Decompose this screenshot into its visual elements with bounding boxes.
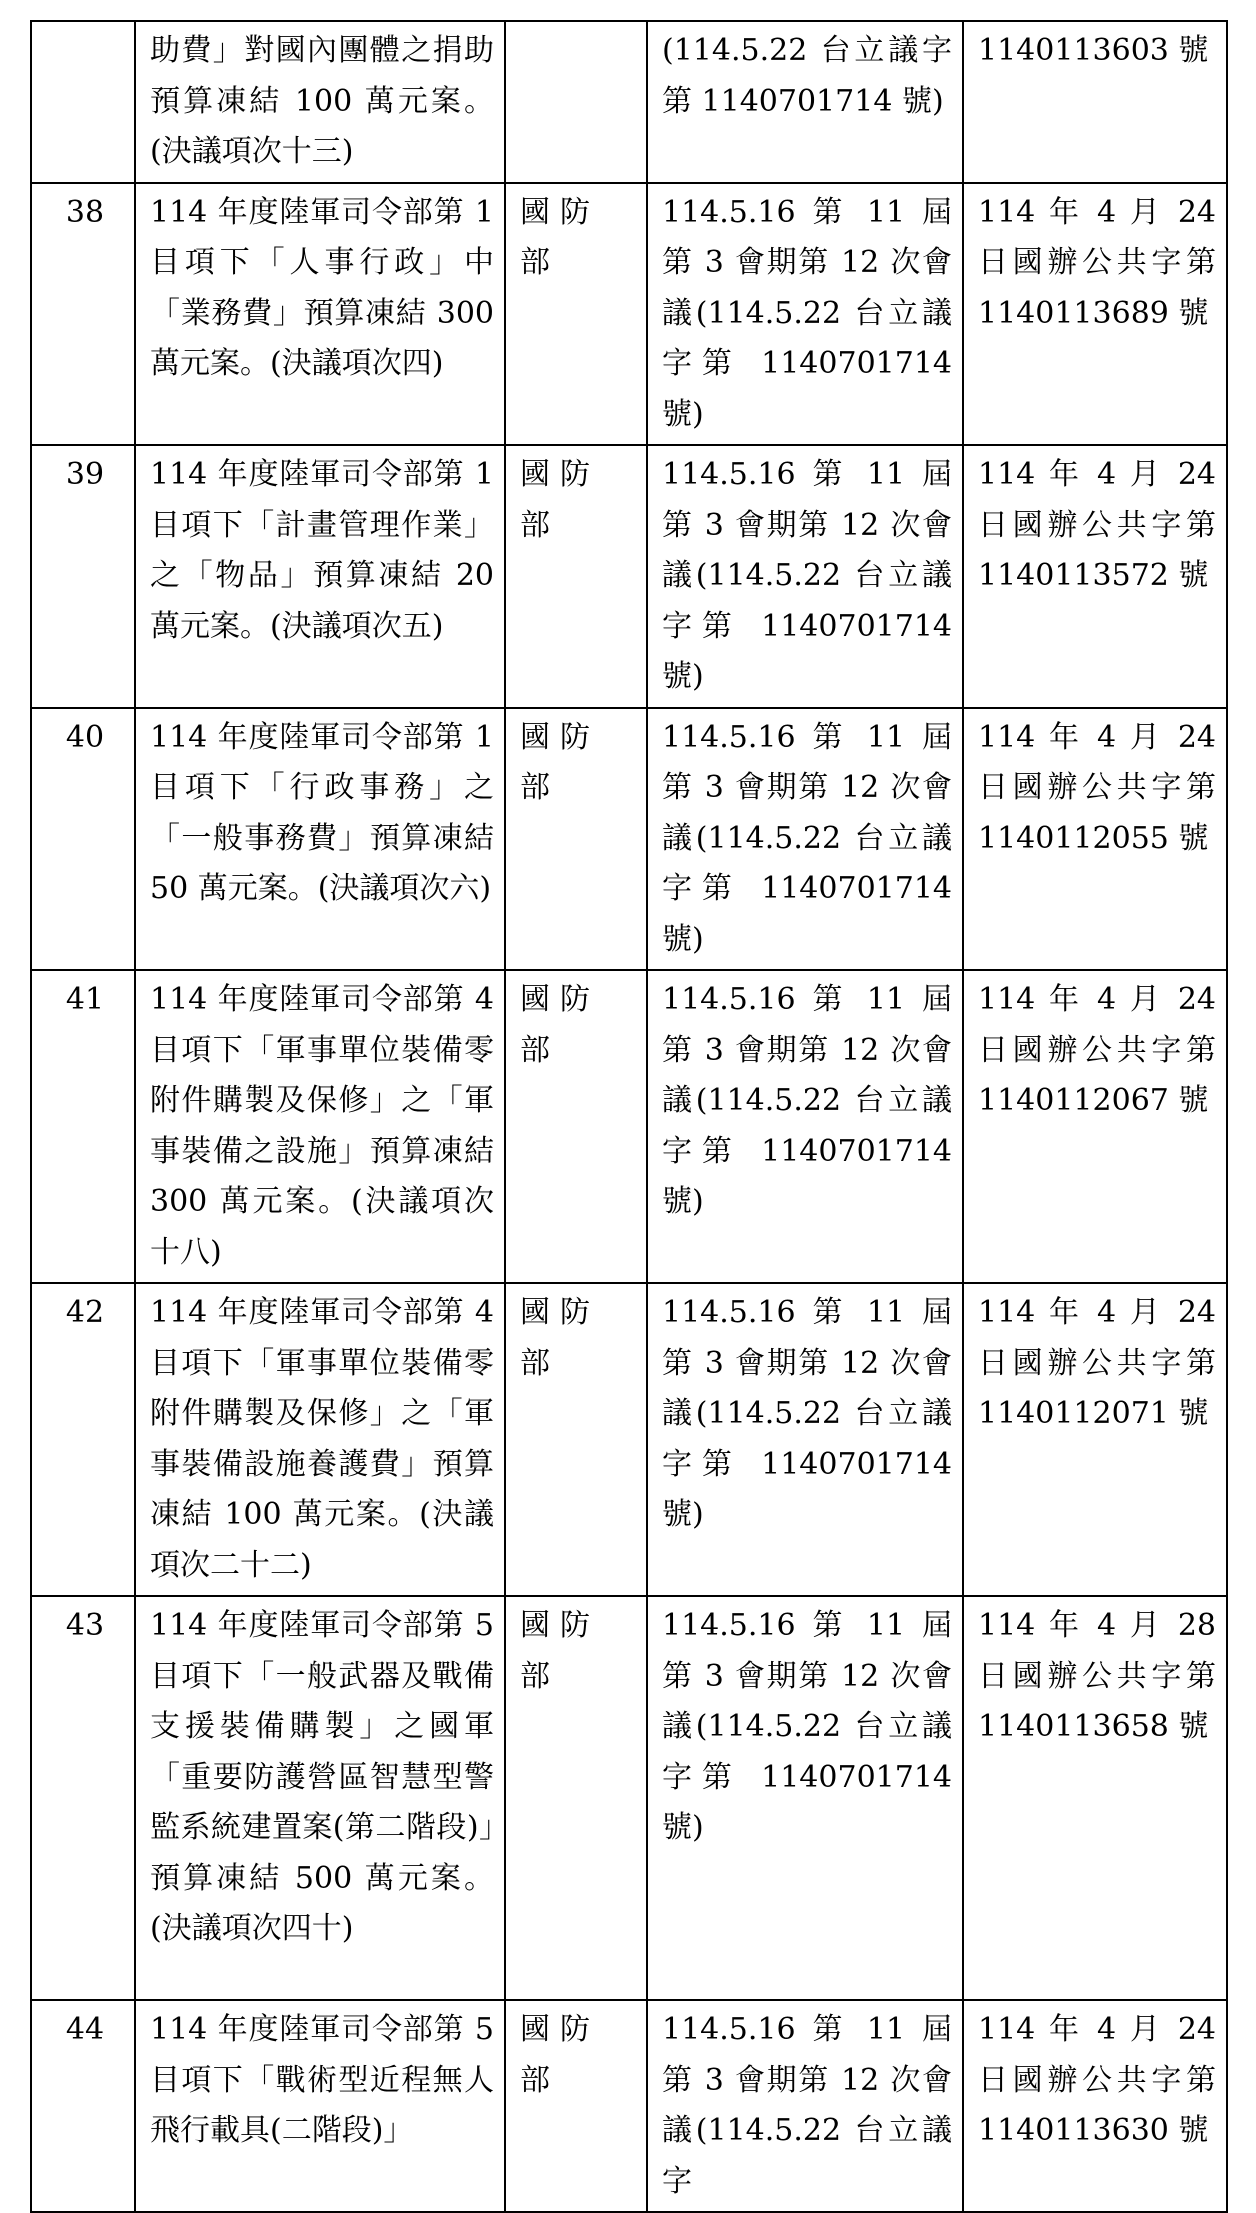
case-description: 114 年度陸軍司令部第 4 目項下「軍事單位裝備零附件購製及保修」之「軍事裝備設施養護費」預算凍結 100 萬元案。(決議項次二十二)	[135, 1283, 505, 1596]
agency: 國防部	[505, 1283, 647, 1596]
case-description: 114 年度陸軍司令部第 4 目項下「軍事單位裝備零附件購製及保修」之「軍事裝備之設施」預算凍結 300 萬元案。(決議項次十八)	[135, 970, 505, 1283]
case-description: 114 年度陸軍司令部第 5 目項下「一般武器及戰備支援裝備購製」之國軍「重要防護營區智慧型警監系統建置案(第二階段)」預算凍結 500 萬元案。(決議項次四十)	[135, 1596, 505, 2000]
case-description: 114 年度陸軍司令部第 5 目項下「戰術型近程無人飛行載具(二階段)」	[135, 2000, 505, 2212]
letter-reference: 1140113603 號	[963, 21, 1227, 183]
agency: 國防部	[505, 445, 647, 708]
letter-reference: 114 年 4 月 24 日國辦公共字第 1140112067 號	[963, 970, 1227, 1283]
meeting-reference: 114.5.16 第 11 屆第 3 會期第 12 次會議(114.5.22 台立議字第 1140701714 號)	[647, 708, 963, 971]
letter-reference: 114 年 4 月 24 日國辦公共字第 1140112071 號	[963, 1283, 1227, 1596]
table-row	[31, 1596, 1227, 2000]
table-row	[31, 970, 1227, 1283]
table-row	[31, 21, 1227, 183]
row-number: 42	[31, 1283, 135, 1596]
agency: 國防部	[505, 708, 647, 971]
agency	[505, 21, 647, 183]
table-row	[31, 1283, 1227, 1596]
table-row	[31, 708, 1227, 971]
meeting-reference: 114.5.16 第 11 屆第 3 會期第 12 次會議(114.5.22 台立議字第 1140701714 號)	[647, 1283, 963, 1596]
case-description: 助費」對國內團體之捐助預算凍結 100 萬元案。(決議項次十三)	[135, 21, 505, 183]
meeting-reference: 114.5.16 第 11 屆第 3 會期第 12 次會議(114.5.22 台立議字第 1140701714 號)	[647, 445, 963, 708]
agency: 國防部	[505, 2000, 647, 2212]
case-description: 114 年度陸軍司令部第 1 目項下「人事行政」中「業務費」預算凍結 300 萬元案。(決議項次四)	[135, 183, 505, 446]
row-number: 41	[31, 970, 135, 1283]
agency: 國防部	[505, 183, 647, 446]
meeting-reference: (114.5.22 台立議字第 1140701714 號)	[647, 21, 963, 183]
letter-reference: 114 年 4 月 24 日國辦公共字第 1140113689 號	[963, 183, 1227, 446]
case-description: 114 年度陸軍司令部第 1 目項下「行政事務」之「一般事務費」預算凍結 50 萬元案。(決議項次六)	[135, 708, 505, 971]
table-row	[31, 2000, 1227, 2212]
row-number: 44	[31, 2000, 135, 2212]
agency: 國防部	[505, 1596, 647, 2000]
meeting-reference: 114.5.16 第 11 屆第 3 會期第 12 次會議(114.5.22 台立議字	[647, 2000, 963, 2212]
meeting-reference: 114.5.16 第 11 屆第 3 會期第 12 次會議(114.5.22 台立議字第 1140701714 號)	[647, 1596, 963, 2000]
row-number: 43	[31, 1596, 135, 2000]
row-number: 40	[31, 708, 135, 971]
agency: 國防部	[505, 970, 647, 1283]
meeting-reference: 114.5.16 第 11 屆第 3 會期第 12 次會議(114.5.22 台立議字第 1140701714 號)	[647, 183, 963, 446]
letter-reference: 114 年 4 月 24 日國辦公共字第 1140112055 號	[963, 708, 1227, 971]
table-row	[31, 445, 1227, 708]
letter-reference: 114 年 4 月 24 日國辦公共字第 1140113572 號	[963, 445, 1227, 708]
meeting-reference: 114.5.16 第 11 屆第 3 會期第 12 次會議(114.5.22 台立議字第 1140701714 號)	[647, 970, 963, 1283]
case-description: 114 年度陸軍司令部第 1 目項下「計畫管理作業」之「物品」預算凍結 20 萬元案。(決議項次五)	[135, 445, 505, 708]
row-number: 38	[31, 183, 135, 446]
letter-reference: 114 年 4 月 24 日國辦公共字第 1140113630 號	[963, 2000, 1227, 2212]
row-number: 39	[31, 445, 135, 708]
row-number	[31, 21, 135, 183]
letter-reference: 114 年 4 月 28 日國辦公共字第 1140113658 號	[963, 1596, 1227, 2000]
resolution-table	[30, 20, 1228, 2213]
table-row	[31, 183, 1227, 446]
